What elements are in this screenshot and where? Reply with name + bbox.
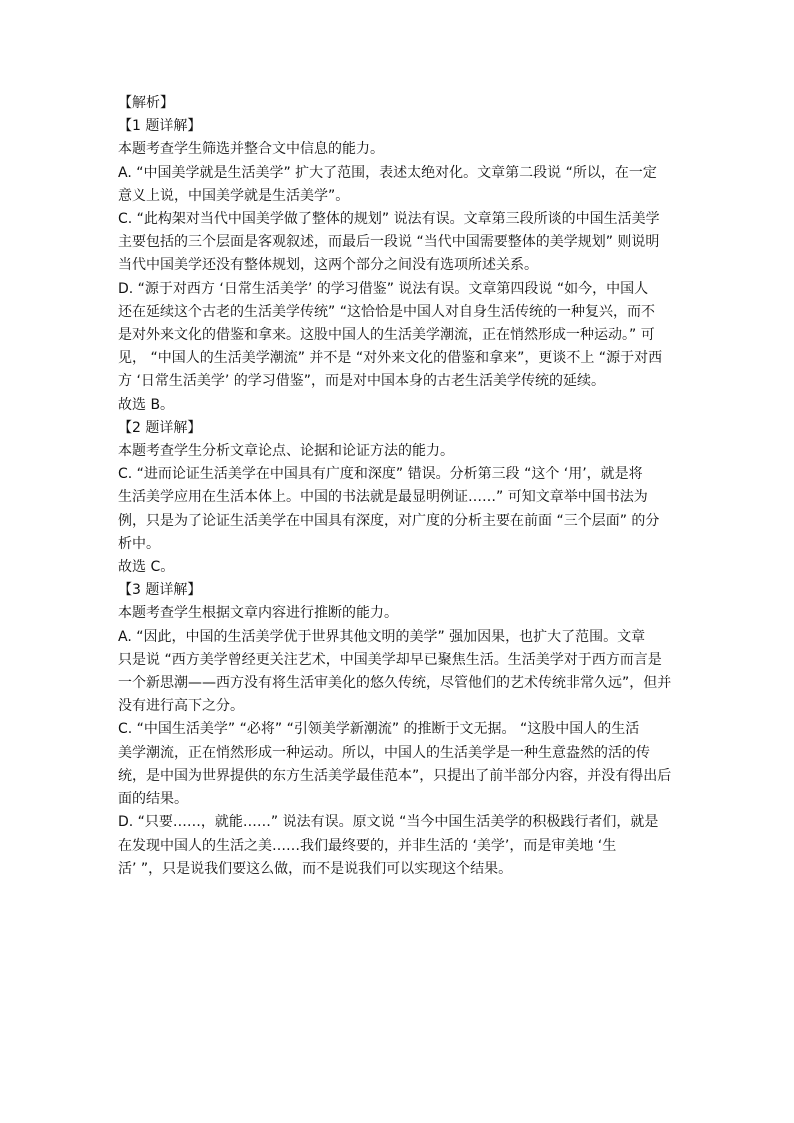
text-line: 在发现中国人的生活之美……我们最终要的，并非生活的 ‘美学’，而是审美地 ‘生: [118, 837, 617, 854]
answer-line: 故选 B。: [118, 396, 175, 413]
text-line: 活’ ”，只是说我们要这么做，而不是说我们可以实现这个结果。: [118, 860, 513, 877]
text-line: 生活美学应用在生活本体上。中国的书法就是最显明例证……” 可知文章举中国书法为: [118, 489, 648, 506]
analysis-document: [118, 92, 678, 881]
text-line: 是对外来文化的借鉴和拿来。这股中国人的生活美学潮流，正在悄然形成一种运动。” 可: [118, 327, 655, 344]
text-line: 意义上说，中国美学就是生活美学”。: [118, 187, 350, 204]
question-2-heading: 【2 题详解】: [118, 419, 202, 436]
text-line: A. “因此，中国的生活美学优于世界其他文明的美学” 强加因果，也扩大了范围。文章: [118, 628, 646, 645]
text-line: 例，只是为了论证生活美学在中国具有深度，对广度的分析主要在前面 “三个层面” 的分: [118, 512, 660, 529]
text-line: 没有进行高下之分。: [118, 698, 244, 715]
text-line: 统，是中国为世界提供的东方生活美学最佳范本”，只提出了前半部分内容，并没有得出后: [118, 767, 672, 784]
text-line: 美学潮流，正在悄然形成一种运动。所以，中国人的生活美学是一种生意盎然的活的传: [118, 744, 650, 761]
text-line: 方 ‘日常生活美学’ 的学习借鉴”，而是对中国本身的古老生活美学传统的延续。: [118, 373, 606, 390]
section-heading: 【解析】: [118, 95, 174, 111]
text-line: 一个新思潮——西方没有将生活审美化的悠久传统，尽管他们的艺术传统非常久远”，但并: [118, 675, 672, 692]
question-1-heading: 【1 题详解】: [118, 118, 202, 135]
answer-line: 故选 C。: [118, 559, 175, 576]
text-line: D. “只要……，就能……” 说法有误。原文说 “当今中国生活美学的积极践行者们，就是: [118, 814, 659, 831]
text-line: 还在延续这个古老的生活美学传统” “这恰恰是中国人对自身生活传统的一种复兴，而不: [118, 303, 655, 320]
text-line: 本题考查学生分析文章论点、论据和论证方法的能力。: [118, 443, 454, 460]
text-line: 析中。: [118, 535, 160, 552]
text-line: C. “进而论证生活美学在中国具有广度和深度” 错误。分析第三段 “这个 ‘用’，就是将: [118, 466, 643, 483]
text-line: C. “此构架对当代中国美学做了整体的规划” 说法有误。文章第三段所谈的中国生活美学: [118, 211, 660, 228]
text-line: 面的结果。: [118, 791, 188, 808]
text-line: 当代中国美学还没有整体规划，这两个部分之间没有选项所述关系。: [118, 257, 538, 274]
question-3-heading: 【3 题详解】: [118, 582, 202, 599]
text-line: 见， “中国人的生活美学潮流” 并不是 “对外来文化的借鉴和拿来”，更谈不上 “源于对西: [118, 350, 663, 367]
text-line: C. “中国生活美学” “必将” “引领美学新潮流” 的推断于文无据。 “这股中国人的生活: [118, 721, 640, 738]
text-line: D. “源于对西方 ‘日常生活美学’ 的学习借鉴” 说法有误。文章第四段说 “如今，中国人: [118, 280, 649, 297]
text-line: A. “中国美学就是生活美学” 扩大了范围，表述太绝对化。文章第二段说 “所以，在一定: [118, 164, 657, 181]
text-line: 主要包括的三个层面是客观叙述，而最后一段说 “当代中国需要整体的美学规划” 则说明: [118, 234, 660, 251]
text-line: 本题考查学生筛选并整合文中信息的能力。: [118, 141, 384, 158]
text-line: 本题考查学生根据文章内容进行推断的能力。: [118, 605, 398, 622]
text-line: 只是说 “西方美学曾经更关注艺术，中国美学却早已聚焦生活。生活美学对于西方而言是: [118, 651, 662, 668]
